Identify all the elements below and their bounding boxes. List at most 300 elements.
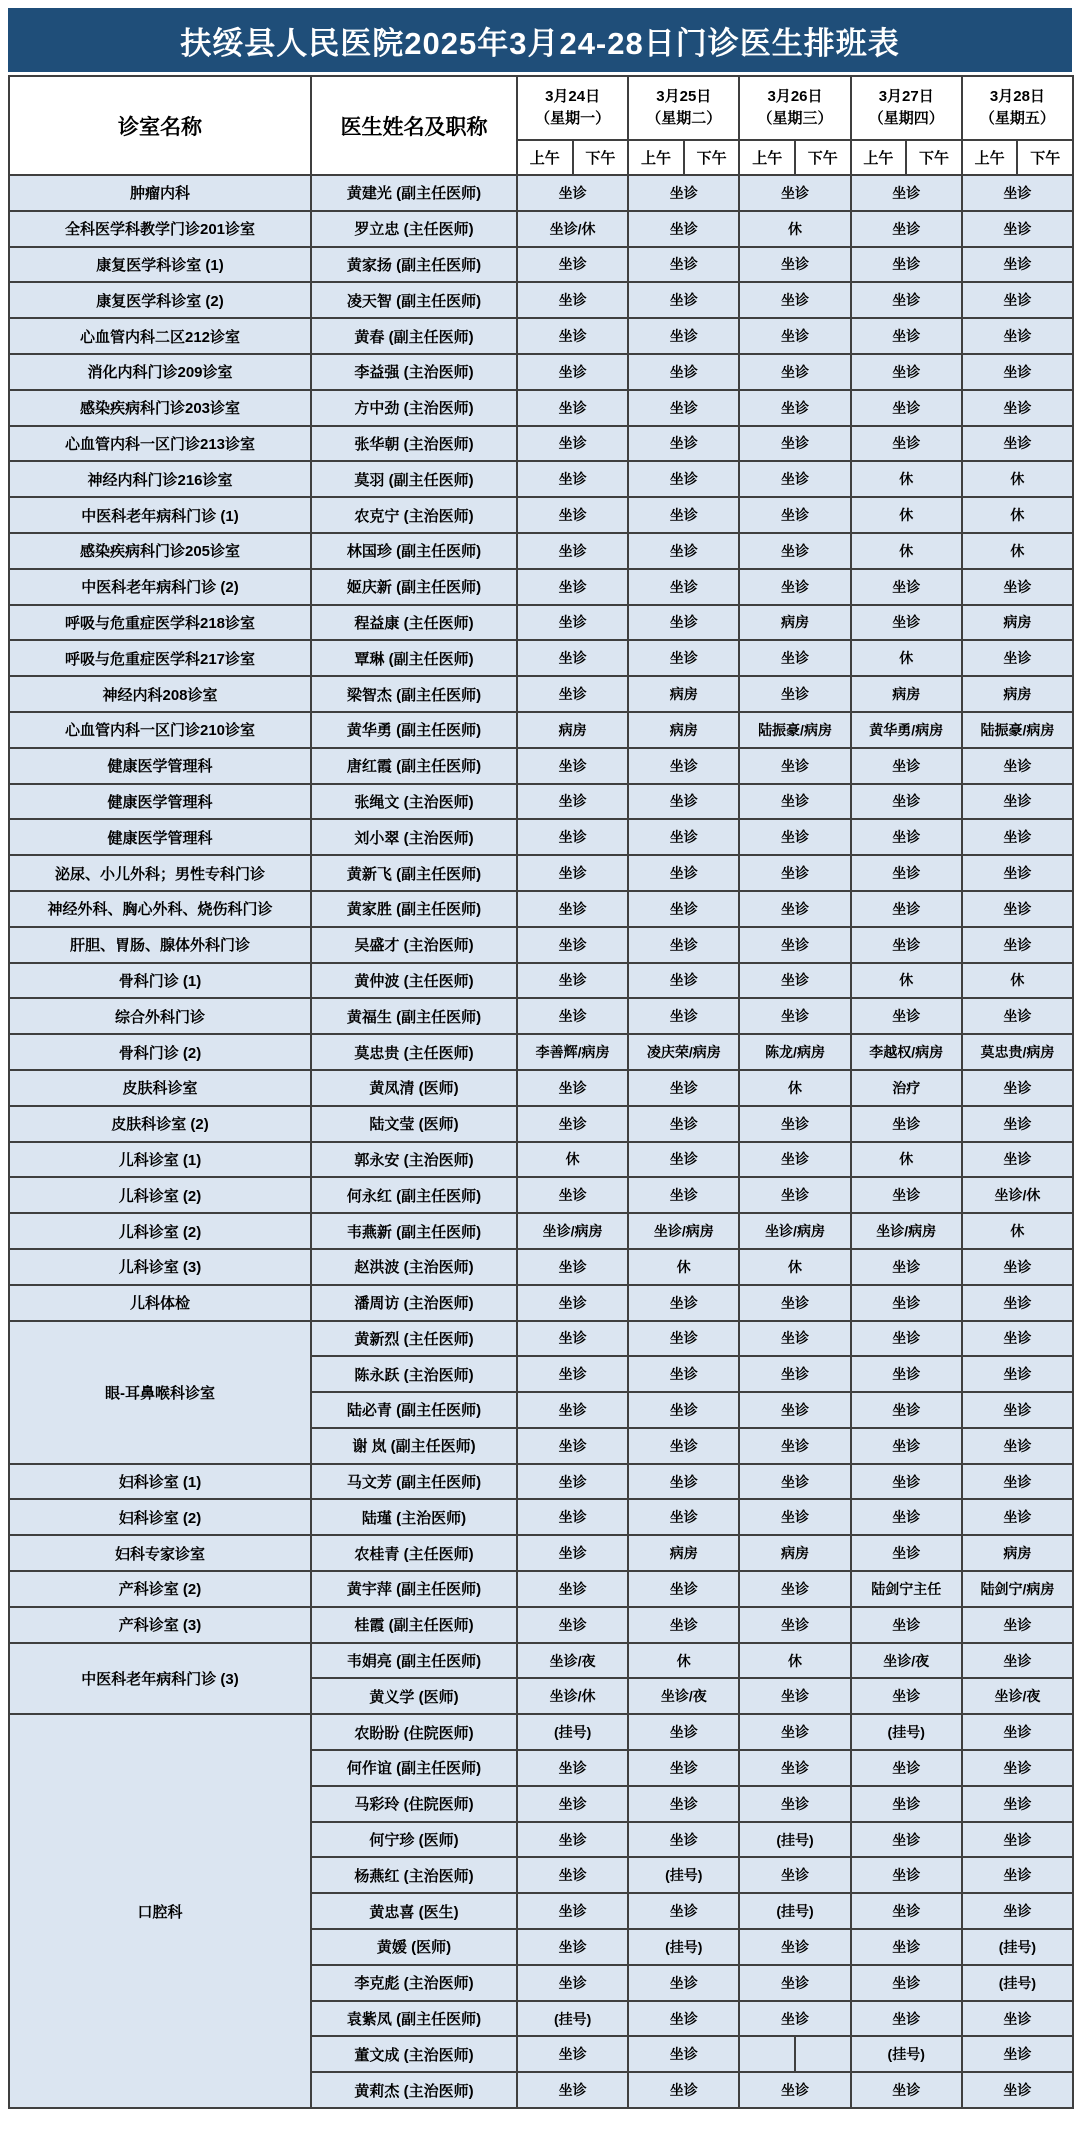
room-cell: 健康医学管理科: [9, 784, 311, 820]
schedule-cell: 病房: [628, 676, 739, 712]
schedule-cell: 坐诊: [962, 1464, 1073, 1500]
schedule-cell: 坐诊: [739, 1857, 850, 1893]
room-cell: 产科诊室 (2): [9, 1571, 311, 1607]
schedule-cell: (挂号): [851, 2036, 962, 2072]
doctor-cell: 农克宁 (主治医师): [311, 497, 517, 533]
schedule-cell: 坐诊: [739, 891, 850, 927]
schedule-cell: 陆剑宁/病房: [962, 1571, 1073, 1607]
table-row: [9, 1321, 1073, 1357]
room-cell: 神经内科门诊216诊室: [9, 461, 311, 497]
schedule-cell: 坐诊: [628, 1607, 739, 1643]
schedule-cell: 坐诊: [628, 1285, 739, 1321]
schedule-cell: 坐诊: [628, 1750, 739, 1786]
schedule-cell: 坐诊: [517, 1321, 628, 1357]
schedule-cell: 坐诊: [628, 247, 739, 283]
table-row: [9, 354, 1073, 390]
table-row: [9, 748, 1073, 784]
schedule-cell: 坐诊: [517, 963, 628, 999]
schedule-cell: 坐诊: [851, 390, 962, 426]
schedule-cell: 坐诊: [517, 247, 628, 283]
table-row: [9, 1177, 1073, 1213]
schedule-cell: 治疗: [851, 1070, 962, 1106]
schedule-cell: 坐诊: [517, 927, 628, 963]
schedule-cell: 坐诊: [851, 569, 962, 605]
schedule-cell: 坐诊: [962, 569, 1073, 605]
table-row: [9, 1535, 1073, 1571]
am-header: 上午: [628, 140, 684, 175]
table-row: [9, 1643, 1073, 1679]
schedule-cell: 坐诊: [739, 1392, 850, 1428]
room-cell: 肿瘤内科: [9, 175, 311, 211]
room-cell: 儿科诊室 (2): [9, 1177, 311, 1213]
schedule-table: [8, 75, 1074, 2109]
schedule-cell: 坐诊: [739, 1142, 850, 1178]
doctor-cell: 吴盛才 (主治医师): [311, 927, 517, 963]
schedule-cell: 坐诊: [851, 1249, 962, 1285]
schedule-cell: 坐诊: [517, 748, 628, 784]
schedule-cell: (挂号): [962, 1965, 1073, 2001]
room-cell: 感染疾病科门诊203诊室: [9, 390, 311, 426]
table-header: [9, 76, 1073, 175]
schedule-cell: 莫忠贵/病房: [962, 1034, 1073, 1070]
schedule-cell: 坐诊: [628, 211, 739, 247]
table-row: [9, 712, 1073, 748]
table-row: [9, 1106, 1073, 1142]
schedule-cell: 坐诊: [962, 891, 1073, 927]
doctor-cell: 梁智杰 (副主任医师): [311, 676, 517, 712]
schedule-cell: 坐诊: [851, 211, 962, 247]
schedule-cell: 坐诊: [628, 963, 739, 999]
schedule-cell: 坐诊: [739, 1321, 850, 1357]
schedule-cell: 坐诊: [517, 1607, 628, 1643]
schedule-cell: 坐诊: [628, 2072, 739, 2108]
schedule-cell: 坐诊: [739, 1106, 850, 1142]
schedule-cell: 坐诊: [851, 1535, 962, 1571]
schedule-cell: 坐诊: [628, 1428, 739, 1464]
schedule-cell: 坐诊: [628, 497, 739, 533]
schedule-cell: 坐诊: [517, 1893, 628, 1929]
table-row: [9, 461, 1073, 497]
schedule-cell: 坐诊: [739, 855, 850, 891]
doctor-column-header: 医生姓名及职称: [311, 76, 517, 175]
schedule-cell: 坐诊: [628, 533, 739, 569]
schedule-cell: 坐诊: [962, 1857, 1073, 1893]
doctor-cell: 黄仲波 (主任医师): [311, 963, 517, 999]
table-row: [9, 1070, 1073, 1106]
room-cell: 消化内科门诊209诊室: [9, 354, 311, 390]
schedule-cell: 坐诊: [739, 390, 850, 426]
schedule-cell: 坐诊: [628, 1106, 739, 1142]
schedule-cell: 坐诊: [962, 819, 1073, 855]
room-cell: 康复医学科诊室 (1): [9, 247, 311, 283]
schedule-cell: 坐诊: [517, 1499, 628, 1535]
room-cell: 妇科诊室 (1): [9, 1464, 311, 1500]
schedule-cell: 坐诊: [962, 211, 1073, 247]
schedule-cell: 坐诊/病房: [628, 1213, 739, 1249]
schedule-cell: 坐诊: [739, 282, 850, 318]
schedule-cell: 坐诊: [962, 318, 1073, 354]
schedule-cell: 坐诊: [851, 1965, 962, 2001]
schedule-cell: 坐诊: [739, 1750, 850, 1786]
schedule-cell: 坐诊: [962, 175, 1073, 211]
page-title: 扶绥县人民医院2025年3月24-28日门诊医生排班表: [8, 8, 1072, 72]
schedule-cell: 坐诊: [739, 819, 850, 855]
day-header-2: 3月25日 （星期二）: [628, 76, 739, 140]
table-row: [9, 640, 1073, 676]
schedule-cell: 坐诊/病房: [739, 1213, 850, 1249]
schedule-cell: 坐诊: [517, 569, 628, 605]
schedule-cell: 休: [962, 497, 1073, 533]
schedule-cell: 坐诊: [851, 1356, 962, 1392]
schedule-cell: 坐诊: [517, 1929, 628, 1965]
schedule-cell: 坐诊: [962, 1786, 1073, 1822]
schedule-cell: 坐诊: [628, 784, 739, 820]
schedule-cell: 坐诊: [517, 1750, 628, 1786]
room-cell: 神经内科208诊室: [9, 676, 311, 712]
doctor-cell: 黄莉杰 (主治医师): [311, 2072, 517, 2108]
doctor-cell: 覃琳 (副主任医师): [311, 640, 517, 676]
schedule-cell: 坐诊: [851, 247, 962, 283]
day-header-5: 3月28日 （星期五）: [962, 76, 1073, 140]
schedule-cell: (挂号): [628, 1857, 739, 1893]
empty-schedule-cell: [739, 2036, 795, 2072]
room-cell: 儿科诊室 (1): [9, 1142, 311, 1178]
schedule-cell: 病房: [517, 712, 628, 748]
room-cell: 骨科门诊 (2): [9, 1034, 311, 1070]
doctor-cell: 何宁珍 (医师): [311, 1822, 517, 1858]
schedule-cell: 坐诊: [851, 175, 962, 211]
schedule-cell: 坐诊: [739, 1356, 850, 1392]
schedule-cell: 坐诊: [962, 640, 1073, 676]
schedule-cell: 坐诊: [851, 998, 962, 1034]
schedule-cell: 坐诊/休: [962, 1177, 1073, 1213]
doctor-cell: 谢 岚 (副主任医师): [311, 1428, 517, 1464]
schedule-cell: 坐诊: [628, 998, 739, 1034]
room-cell: 健康医学管理科: [9, 819, 311, 855]
schedule-cell: 坐诊: [851, 1822, 962, 1858]
table-row: [9, 1607, 1073, 1643]
schedule-cell: 坐诊: [628, 2001, 739, 2037]
schedule-cell: 坐诊: [739, 927, 850, 963]
doctor-cell: 凌天智 (副主任医师): [311, 282, 517, 318]
schedule-cell: 坐诊: [517, 533, 628, 569]
schedule-cell: 坐诊: [962, 1321, 1073, 1357]
room-cell: 产科诊室 (3): [9, 1607, 311, 1643]
room-cell: 皮肤科诊室 (2): [9, 1106, 311, 1142]
schedule-cell: 坐诊: [739, 569, 850, 605]
table-row: [9, 1285, 1073, 1321]
schedule-cell: 病房: [962, 676, 1073, 712]
schedule-cell: 坐诊: [962, 1893, 1073, 1929]
schedule-cell: 休: [962, 533, 1073, 569]
schedule-cell: 坐诊/夜: [962, 1678, 1073, 1714]
schedule-cell: 坐诊: [517, 1822, 628, 1858]
table-row: [9, 1213, 1073, 1249]
table-row: [9, 998, 1073, 1034]
schedule-cell: 坐诊: [851, 819, 962, 855]
doctor-cell: 郭永安 (主治医师): [311, 1142, 517, 1178]
doctor-cell: 莫忠贵 (主任医师): [311, 1034, 517, 1070]
schedule-cell: 休: [962, 1213, 1073, 1249]
schedule-cell: 坐诊: [517, 1392, 628, 1428]
schedule-cell: 坐诊: [628, 1786, 739, 1822]
room-cell: 儿科体检: [9, 1285, 311, 1321]
pm-header: 下午: [684, 140, 740, 175]
pm-header: 下午: [795, 140, 851, 175]
schedule-cell: 坐诊: [517, 461, 628, 497]
doctor-cell: 黄春 (副主任医师): [311, 318, 517, 354]
schedule-cell: 坐诊: [962, 390, 1073, 426]
table-row: [9, 855, 1073, 891]
schedule-cell: 坐诊: [517, 1356, 628, 1392]
schedule-cell: 坐诊: [851, 891, 962, 927]
schedule-cell: 坐诊: [739, 1499, 850, 1535]
day-header-3: 3月26日 （星期三）: [739, 76, 850, 140]
room-cell: 呼吸与危重症医学科218诊室: [9, 605, 311, 641]
schedule-cell: 坐诊: [851, 1786, 962, 1822]
schedule-cell: 坐诊: [628, 390, 739, 426]
room-cell: 中医科老年病科门诊 (1): [9, 497, 311, 533]
room-cell: 肝胆、胃肠、腺体外科门诊: [9, 927, 311, 963]
schedule-cell: 坐诊: [517, 1535, 628, 1571]
doctor-cell: 桂霞 (副主任医师): [311, 1607, 517, 1643]
schedule-cell: 坐诊/休: [517, 211, 628, 247]
doctor-cell: 张绳文 (主治医师): [311, 784, 517, 820]
schedule-cell: 坐诊: [851, 1392, 962, 1428]
schedule-cell: 李善辉/病房: [517, 1034, 628, 1070]
schedule-cell: 坐诊: [962, 2036, 1073, 2072]
table-row: [9, 247, 1073, 283]
room-cell: 儿科诊室 (3): [9, 1249, 311, 1285]
schedule-cell: 坐诊/夜: [628, 1678, 739, 1714]
schedule-cell: 坐诊: [851, 1893, 962, 1929]
schedule-cell: 坐诊: [628, 1321, 739, 1357]
schedule-cell: (挂号): [739, 1822, 850, 1858]
schedule-cell: 坐诊: [628, 819, 739, 855]
doctor-cell: 黄忠喜 (医生): [311, 1893, 517, 1929]
schedule-cell: 坐诊: [517, 1249, 628, 1285]
doctor-cell: 罗立忠 (主任医师): [311, 211, 517, 247]
schedule-cell: 陆振豪/病房: [739, 712, 850, 748]
schedule-cell: (挂号): [739, 1893, 850, 1929]
schedule-cell: 坐诊: [739, 1607, 850, 1643]
schedule-cell: 休: [851, 533, 962, 569]
schedule-cell: 坐诊: [628, 605, 739, 641]
room-cell: 皮肤科诊室: [9, 1070, 311, 1106]
doctor-cell: 李益强 (主治医师): [311, 354, 517, 390]
doctor-cell: 马文芳 (副主任医师): [311, 1464, 517, 1500]
room-cell: 眼-耳鼻喉科诊室: [9, 1321, 311, 1464]
room-cell: 妇科诊室 (2): [9, 1499, 311, 1535]
doctor-cell: 何永红 (副主任医师): [311, 1177, 517, 1213]
room-cell: 心血管内科一区门诊213诊室: [9, 426, 311, 462]
doctor-cell: 莫羽 (副主任医师): [311, 461, 517, 497]
schedule-cell: 休: [962, 963, 1073, 999]
schedule-cell: 休: [739, 1070, 850, 1106]
doctor-cell: 黄凤清 (医师): [311, 1070, 517, 1106]
schedule-cell: 坐诊: [962, 1285, 1073, 1321]
doctor-cell: 唐红霞 (副主任医师): [311, 748, 517, 784]
schedule-cell: 坐诊: [962, 282, 1073, 318]
schedule-cell: 坐诊: [628, 1142, 739, 1178]
table-row: [9, 1499, 1073, 1535]
table-row: [9, 1249, 1073, 1285]
schedule-cell: 坐诊: [962, 1643, 1073, 1679]
schedule-cell: 坐诊: [517, 2036, 628, 2072]
room-column-header: 诊室名称: [9, 76, 311, 175]
schedule-cell: 休: [517, 1142, 628, 1178]
schedule-cell: 坐诊: [962, 1142, 1073, 1178]
table-row: [9, 927, 1073, 963]
pm-header: 下午: [906, 140, 962, 175]
doctor-cell: 杨燕红 (主治医师): [311, 1857, 517, 1893]
schedule-cell: (挂号): [517, 2001, 628, 2037]
schedule-cell: 坐诊: [517, 605, 628, 641]
schedule-cell: 坐诊: [628, 282, 739, 318]
schedule-cell: 坐诊: [962, 855, 1073, 891]
schedule-cell: 休: [962, 461, 1073, 497]
schedule-cell: 坐诊: [628, 1464, 739, 1500]
schedule-cell: 休: [628, 1249, 739, 1285]
schedule-cell: 坐诊: [851, 2001, 962, 2037]
doctor-cell: 姬庆新 (副主任医师): [311, 569, 517, 605]
schedule-cell: 坐诊: [628, 1714, 739, 1750]
schedule-cell: (挂号): [851, 1714, 962, 1750]
schedule-cell: 坐诊: [739, 318, 850, 354]
doctor-cell: 刘小翠 (主治医师): [311, 819, 517, 855]
room-cell: 泌尿、小儿外科；男性专科门诊: [9, 855, 311, 891]
table-row: [9, 891, 1073, 927]
schedule-cell: 坐诊: [739, 2001, 850, 2037]
schedule-cell: 坐诊/夜: [517, 1643, 628, 1679]
schedule-cell: 休: [851, 640, 962, 676]
schedule-cell: 坐诊: [739, 247, 850, 283]
table-row: [9, 963, 1073, 999]
schedule-cell: 病房: [851, 676, 962, 712]
doctor-cell: 黄新飞 (副主任医师): [311, 855, 517, 891]
schedule-cell: 坐诊: [962, 784, 1073, 820]
schedule-cell: 坐诊: [517, 318, 628, 354]
am-header: 上午: [851, 140, 907, 175]
schedule-cell: 坐诊: [628, 426, 739, 462]
doctor-cell: 李克彪 (主治医师): [311, 1965, 517, 2001]
schedule-cell: 坐诊: [517, 354, 628, 390]
table-row: [9, 282, 1073, 318]
schedule-cell: 休: [851, 1142, 962, 1178]
schedule-cell: 坐诊: [739, 2072, 850, 2108]
schedule-cell: 坐诊: [739, 1714, 850, 1750]
schedule-cell: 坐诊: [851, 605, 962, 641]
table-row: [9, 1571, 1073, 1607]
table-row: [9, 1142, 1073, 1178]
schedule-cell: 坐诊: [962, 1607, 1073, 1643]
schedule-cell: 坐诊: [628, 1177, 739, 1213]
schedule-cell: 坐诊/夜: [851, 1643, 962, 1679]
doctor-cell: 赵洪波 (主治医师): [311, 1249, 517, 1285]
schedule-cell: 坐诊: [628, 1822, 739, 1858]
schedule-cell: (挂号): [628, 1929, 739, 1965]
room-cell: 心血管内科一区门诊210诊室: [9, 712, 311, 748]
schedule-cell: 坐诊: [962, 1428, 1073, 1464]
doctor-cell: 黄宇萍 (副主任医师): [311, 1571, 517, 1607]
schedule-cell: 坐诊: [962, 1750, 1073, 1786]
room-cell: 骨科门诊 (1): [9, 963, 311, 999]
schedule-cell: 坐诊: [628, 461, 739, 497]
room-cell: 妇科专家诊室: [9, 1535, 311, 1571]
schedule-cell: 休: [628, 1643, 739, 1679]
schedule-cell: 病房: [739, 605, 850, 641]
doctor-cell: 方中劲 (主治医师): [311, 390, 517, 426]
schedule-cell: 坐诊: [517, 676, 628, 712]
schedule-cell: 陆剑宁主任: [851, 1571, 962, 1607]
schedule-cell: 坐诊: [739, 998, 850, 1034]
schedule-cell: 坐诊: [739, 1177, 850, 1213]
schedule-cell: 坐诊: [962, 1714, 1073, 1750]
schedule-cell: 坐诊: [628, 2036, 739, 2072]
schedule-cell: 坐诊: [517, 819, 628, 855]
schedule-cell: 休: [739, 211, 850, 247]
schedule-cell: 坐诊: [962, 927, 1073, 963]
doctor-cell: 韦燕新 (副主任医师): [311, 1213, 517, 1249]
schedule-cell: (挂号): [517, 1714, 628, 1750]
schedule-cell: 坐诊: [962, 354, 1073, 390]
schedule-cell: 坐诊: [628, 891, 739, 927]
schedule-cell: 坐诊: [517, 998, 628, 1034]
schedule-cell: 休: [851, 461, 962, 497]
schedule-cell: 坐诊: [628, 1356, 739, 1392]
schedule-cell: 陈龙/病房: [739, 1034, 850, 1070]
schedule-cell: 休: [851, 963, 962, 999]
room-cell: 口腔科: [9, 1714, 311, 2108]
schedule-cell: 坐诊: [628, 1070, 739, 1106]
schedule-card: [8, 8, 1072, 2109]
schedule-cell: 坐诊: [517, 855, 628, 891]
schedule-cell: 坐诊: [739, 1965, 850, 2001]
schedule-cell: 坐诊: [851, 1285, 962, 1321]
schedule-cell: 坐诊: [851, 927, 962, 963]
schedule-cell: 坐诊: [628, 175, 739, 211]
table-row: [9, 676, 1073, 712]
doctor-cell: 马彩玲 (住院医师): [311, 1786, 517, 1822]
schedule-cell: 病房: [628, 712, 739, 748]
room-cell: 健康医学管理科: [9, 748, 311, 784]
pm-header: 下午: [1017, 140, 1073, 175]
schedule-cell: 坐诊: [628, 1893, 739, 1929]
doctor-cell: 陆文莹 (医师): [311, 1106, 517, 1142]
room-cell: 中医科老年病科门诊 (2): [9, 569, 311, 605]
doctor-cell: 陆必青 (副主任医师): [311, 1392, 517, 1428]
schedule-cell: 坐诊: [739, 461, 850, 497]
schedule-cell: 休: [851, 497, 962, 533]
table-row: [9, 1464, 1073, 1500]
schedule-cell: 坐诊: [739, 676, 850, 712]
schedule-cell: 坐诊: [739, 640, 850, 676]
schedule-cell: 坐诊: [517, 1177, 628, 1213]
table-row: [9, 497, 1073, 533]
schedule-cell: 坐诊: [851, 282, 962, 318]
schedule-cell: 坐诊: [739, 1428, 850, 1464]
schedule-body: [9, 175, 1073, 2108]
schedule-cell: 黄华勇/病房: [851, 712, 962, 748]
schedule-cell: 坐诊: [739, 1678, 850, 1714]
table-row: [9, 1034, 1073, 1070]
schedule-cell: 坐诊: [962, 247, 1073, 283]
room-cell: 全科医学科教学门诊201诊室: [9, 211, 311, 247]
schedule-cell: 坐诊: [739, 497, 850, 533]
doctor-cell: 黄华勇 (副主任医师): [311, 712, 517, 748]
schedule-cell: 陆振豪/病房: [962, 712, 1073, 748]
schedule-cell: 坐诊: [517, 497, 628, 533]
